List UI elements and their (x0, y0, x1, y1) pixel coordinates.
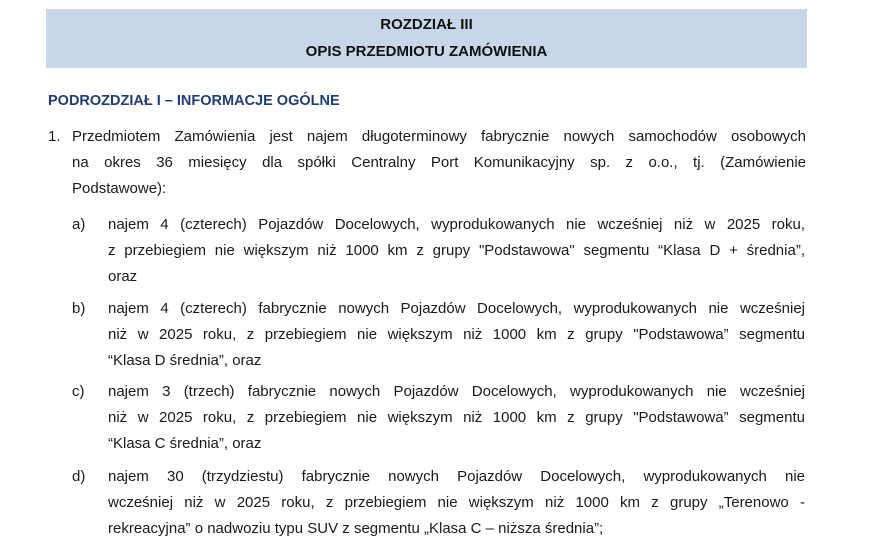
chapter-title: OPIS PRZEDMIOTU ZAMÓWIENIA (305, 43, 548, 60)
chapter-number: ROZDZIAŁ III (380, 16, 473, 33)
paragraph-line: najem 4 (czterech) fabrycznie nowych Pojazdów Docelowych, wyprodukowanych nie wcześniej (108, 300, 805, 317)
item-number: 1. (48, 128, 61, 145)
subitem-letter: b) (72, 300, 86, 317)
paragraph-line: najem 3 (trzech) fabrycznie nowych Pojazdów Docelowych, wyprodukowanych nie wcześniej (108, 383, 805, 400)
paragraph-line: z przebiegiem nie większym niż 1000 km z grupy "Podstawowa" segmentu “Klasa D + średnia”, (108, 242, 805, 259)
subitem-paragraph (108, 212, 805, 290)
subitem-letter: c) (72, 383, 85, 400)
subsection-heading: PODROZDZIAŁ I – INFORMACJE OGÓLNE (48, 93, 340, 109)
subitem-paragraph (108, 296, 805, 374)
paragraph-line: niż w 2025 roku, z przebiegiem nie większym niż 1000 km z grupy "Podstawowa” segmentu (108, 409, 805, 426)
paragraph-line: Podstawowe): (72, 180, 167, 197)
subitem-letter: d) (72, 468, 86, 485)
paragraph-line: niż w 2025 roku, z przebiegiem nie większym niż 1000 km z grupy "Podstawowa” segmentu (108, 326, 805, 343)
chapter-header-box (46, 9, 807, 68)
paragraph-line: wcześniej niż w 2025 roku, z przebiegiem nie większym niż 1000 km z grupy „Terenowo - (108, 494, 805, 511)
paragraph-line: na okres 36 miesięcy dla spółki Centralny Port Komunikacyjny sp. z o.o., tj. (Zamówienie (72, 154, 806, 171)
paragraph-line: oraz (108, 268, 138, 285)
paragraph-line: najem 4 (czterech) Pojazdów Docelowych, wyprodukowanych nie wcześniej niż w 2025 roku, (108, 216, 805, 233)
subitem-letter: a) (72, 216, 86, 233)
item-paragraph (72, 124, 806, 202)
subitem-paragraph (108, 464, 805, 542)
paragraph-line: “Klasa C średnia”, oraz (108, 435, 262, 452)
paragraph-line: Przedmiotem Zamówienia jest najem długoterminowy fabrycznie nowych samochodów osobowych (72, 128, 806, 145)
paragraph-line: najem 30 (trzydziestu) fabrycznie nowych Pojazdów Docelowych, wyprodukowanych nie (108, 468, 805, 485)
subitem-paragraph (108, 379, 805, 457)
paragraph-line: “Klasa D średnia”, oraz (108, 352, 262, 369)
paragraph-line: rekreacyjna” o nadwoziu typu SUV z segmentu „Klasa C – niższa średnia”; (108, 520, 604, 537)
